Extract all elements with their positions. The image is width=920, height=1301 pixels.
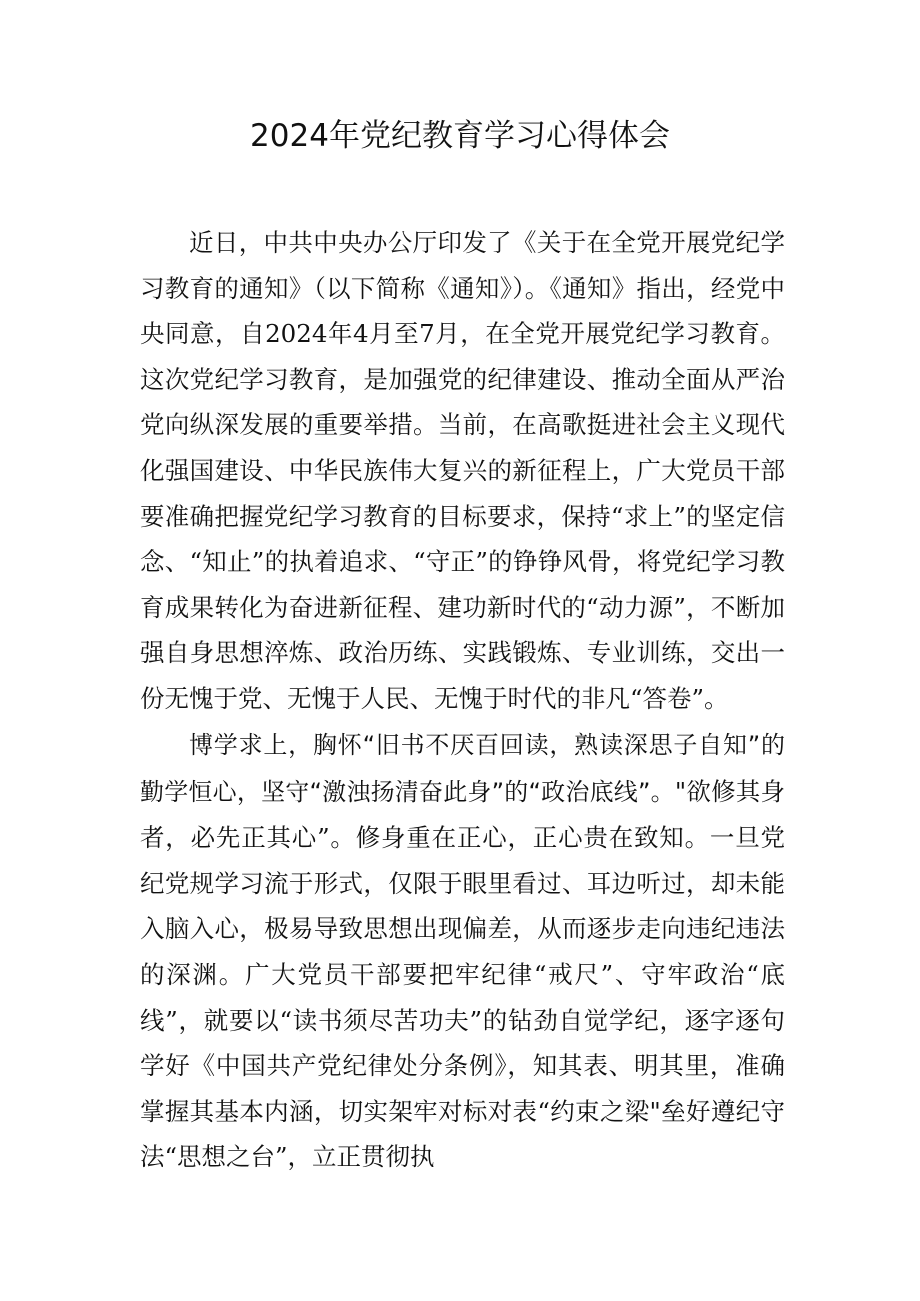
paragraph-2-text: "欲修其身者，必先正其心”。修身重在正心，正心贵在致知。一旦党纪党规学习流于形式，仅限于眼里看过、耳边听过，却未能入脑入心，极易导致思想出现偏差，从而逐步走向违纪违法的深渊。广大党员干部要把牢纪律“戒尺”、守牢政治“底线”，就要以“读书须尽苦功夫”的钻劲自觉学纪，逐字逐句学好《中国共产党纪律处分条例》，知其表、明其里，准确掌握其基本内涵，切实架牢对标对表“约束之梁"垒好遵纪守法“思想之台”，立正贯彻执 <box>140 776 785 1172</box>
paragraph-1: 近日，中共中央办公厅印发了《关于在全党开展党纪学习教育的通知》（以下简称《通知》）。《通知》指出，经党中央同意，自2024年4月至7月，在全党开展党纪学习教育。这次党纪学习教育，是加强党的纪律建设、推动全面从严治党向纵深发展的重要举措。当前，在高歌挺进社会主义现代化强国建设、中华民族伟大复兴的新征程上，广大党员干部要准确把握党纪学习教育的目标要求，保持“求上”的坚定信念、“知止”的执着追求、“守正”的铮铮风骨，将党纪学习教育成果转化为奋进新征程、建功新时代的“动力源”，不断加强自身思想淬炼、政治历练、实践锻炼、专业训练，交出一份无愧于党、无愧于人民、无愧于时代的非凡“答卷”。 <box>140 228 785 713</box>
paragraph-2 <box>140 722 785 1180</box>
paragraph-2-lead: 博学求上，胸怀“旧书不厌百回读，熟读深思子自知”的勤学恒心，坚守“激浊扬清奋此身”的“政治底线”。 <box>140 731 785 806</box>
document-title: 2024年党纪教育学习心得体会 <box>250 118 670 154</box>
